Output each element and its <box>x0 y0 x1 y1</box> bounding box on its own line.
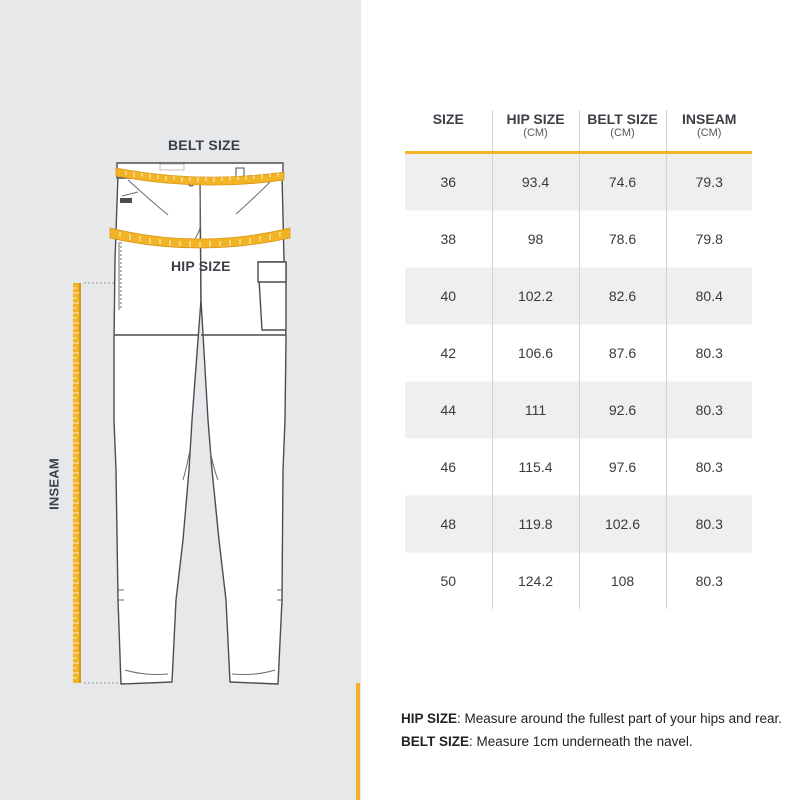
diagram-panel <box>0 0 361 800</box>
table-row <box>405 553 752 610</box>
cell-inseam: 79.3 <box>666 153 752 211</box>
cell-size: 46 <box>405 439 492 496</box>
header-belt-size: BELT SIZE (CM) <box>579 110 666 153</box>
cell-hip: 124.2 <box>492 553 579 610</box>
belt-size-note <box>401 730 791 753</box>
measurement-notes <box>401 707 791 753</box>
header-inseam: INSEAM (CM) <box>666 110 752 153</box>
cell-inseam: 80.3 <box>666 496 752 553</box>
cell-size: 50 <box>405 553 492 610</box>
cell-hip: 93.4 <box>492 153 579 211</box>
hip-size-label: HIP SIZE <box>171 258 231 274</box>
cell-hip: 98 <box>492 211 579 268</box>
belt-size-label: BELT SIZE <box>168 137 241 153</box>
cell-belt: 74.6 <box>579 153 666 211</box>
note-term: BELT SIZE <box>401 734 470 749</box>
cell-belt: 87.6 <box>579 325 666 382</box>
note-text: : Measure 1cm underneath the navel. <box>469 734 693 749</box>
cell-inseam: 80.3 <box>666 382 752 439</box>
cell-belt: 97.6 <box>579 439 666 496</box>
cell-hip: 102.2 <box>492 268 579 325</box>
header-hip-size: HIP SIZE (CM) <box>492 110 579 153</box>
cell-size: 48 <box>405 496 492 553</box>
note-text: : Measure around the fullest part of your hips and rear. <box>457 711 782 726</box>
table-row <box>405 325 752 382</box>
note-term: HIP SIZE <box>401 711 458 726</box>
inseam-label: INSEAM <box>46 458 62 510</box>
header-size: SIZE <box>405 110 492 153</box>
cell-belt: 92.6 <box>579 382 666 439</box>
cell-size: 36 <box>405 153 492 211</box>
cell-size: 44 <box>405 382 492 439</box>
table-row <box>405 153 752 211</box>
trousers-illustration <box>0 0 361 800</box>
table-row <box>405 211 752 268</box>
table-row <box>405 382 752 439</box>
cell-size: 38 <box>405 211 492 268</box>
cell-hip: 119.8 <box>492 496 579 553</box>
cell-inseam: 80.3 <box>666 325 752 382</box>
hip-size-note <box>401 707 791 730</box>
size-chart-table <box>405 110 752 609</box>
accent-bar <box>356 683 360 800</box>
cell-inseam: 80.4 <box>666 268 752 325</box>
cell-belt: 82.6 <box>579 268 666 325</box>
cell-hip: 106.6 <box>492 325 579 382</box>
cell-hip: 115.4 <box>492 439 579 496</box>
cell-belt: 102.6 <box>579 496 666 553</box>
cell-belt: 78.6 <box>579 211 666 268</box>
table-row <box>405 268 752 325</box>
table-header-row <box>405 110 752 153</box>
inseam-tape <box>73 283 81 683</box>
cell-inseam: 80.3 <box>666 439 752 496</box>
cell-hip: 111 <box>492 382 579 439</box>
table-row <box>405 496 752 553</box>
cell-inseam: 79.8 <box>666 211 752 268</box>
cell-size: 42 <box>405 325 492 382</box>
cell-belt: 108 <box>579 553 666 610</box>
cell-size: 40 <box>405 268 492 325</box>
cell-inseam: 80.3 <box>666 553 752 610</box>
table-row <box>405 439 752 496</box>
